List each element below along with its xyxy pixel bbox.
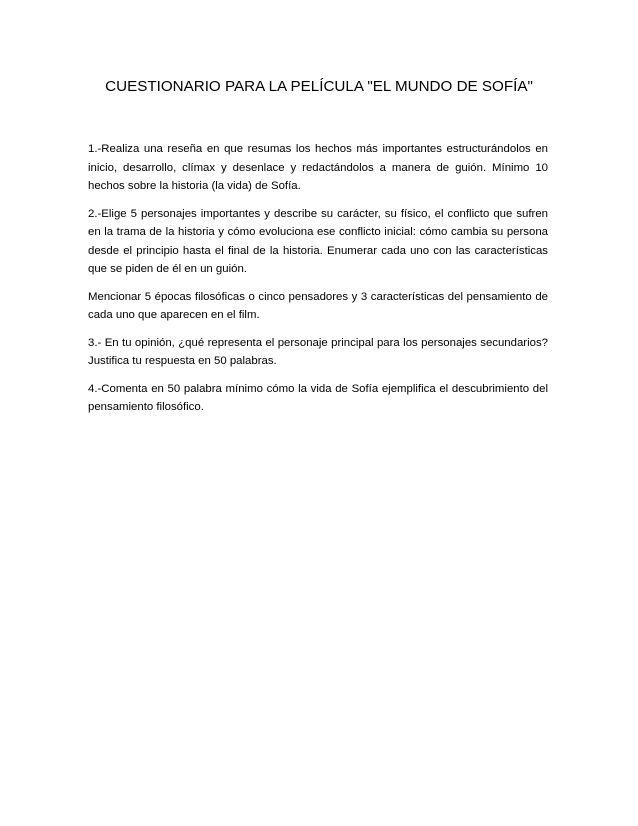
question-4: 4.-Comenta en 50 palabra mínimo cómo la vida de Sofía ejemplifica el descubrimiento del pensamiento filosófico.: [88, 382, 548, 413]
question-2-addendum: Mencionar 5 épocas filosóficas o cinco pensadores y 3 características del pensamiento de cada uno que aparecen en el film.: [88, 290, 548, 321]
document-body: [88, 140, 548, 426]
question-2: 2.-Elige 5 personajes importantes y describe su carácter, su físico, el conflicto que sufren en la trama de la historia y cómo evoluciona ese conflicto inicial: cómo cambia su persona desde el principio hasta el final de la historia. Enumerar cada uno con las características que se piden de él en un guión.: [88, 207, 548, 275]
document-title: CUESTIONARIO PARA LA PELÍCULA "EL MUNDO DE SOFÍA": [105, 78, 533, 95]
question-3: 3.- En tu opinión, ¿qué representa el personaje principal para los personajes secundarios? Justifica tu respuesta en 50 palabras.: [88, 336, 548, 367]
question-1: 1.-Realiza una reseña en que resumas los hechos más importantes estructurándolos en inicio, desarrollo, clímax y desenlace y redactándolos a manera de guión. Mínimo 10 hechos sobre la historia (la vida) de Sofía.: [88, 143, 548, 192]
